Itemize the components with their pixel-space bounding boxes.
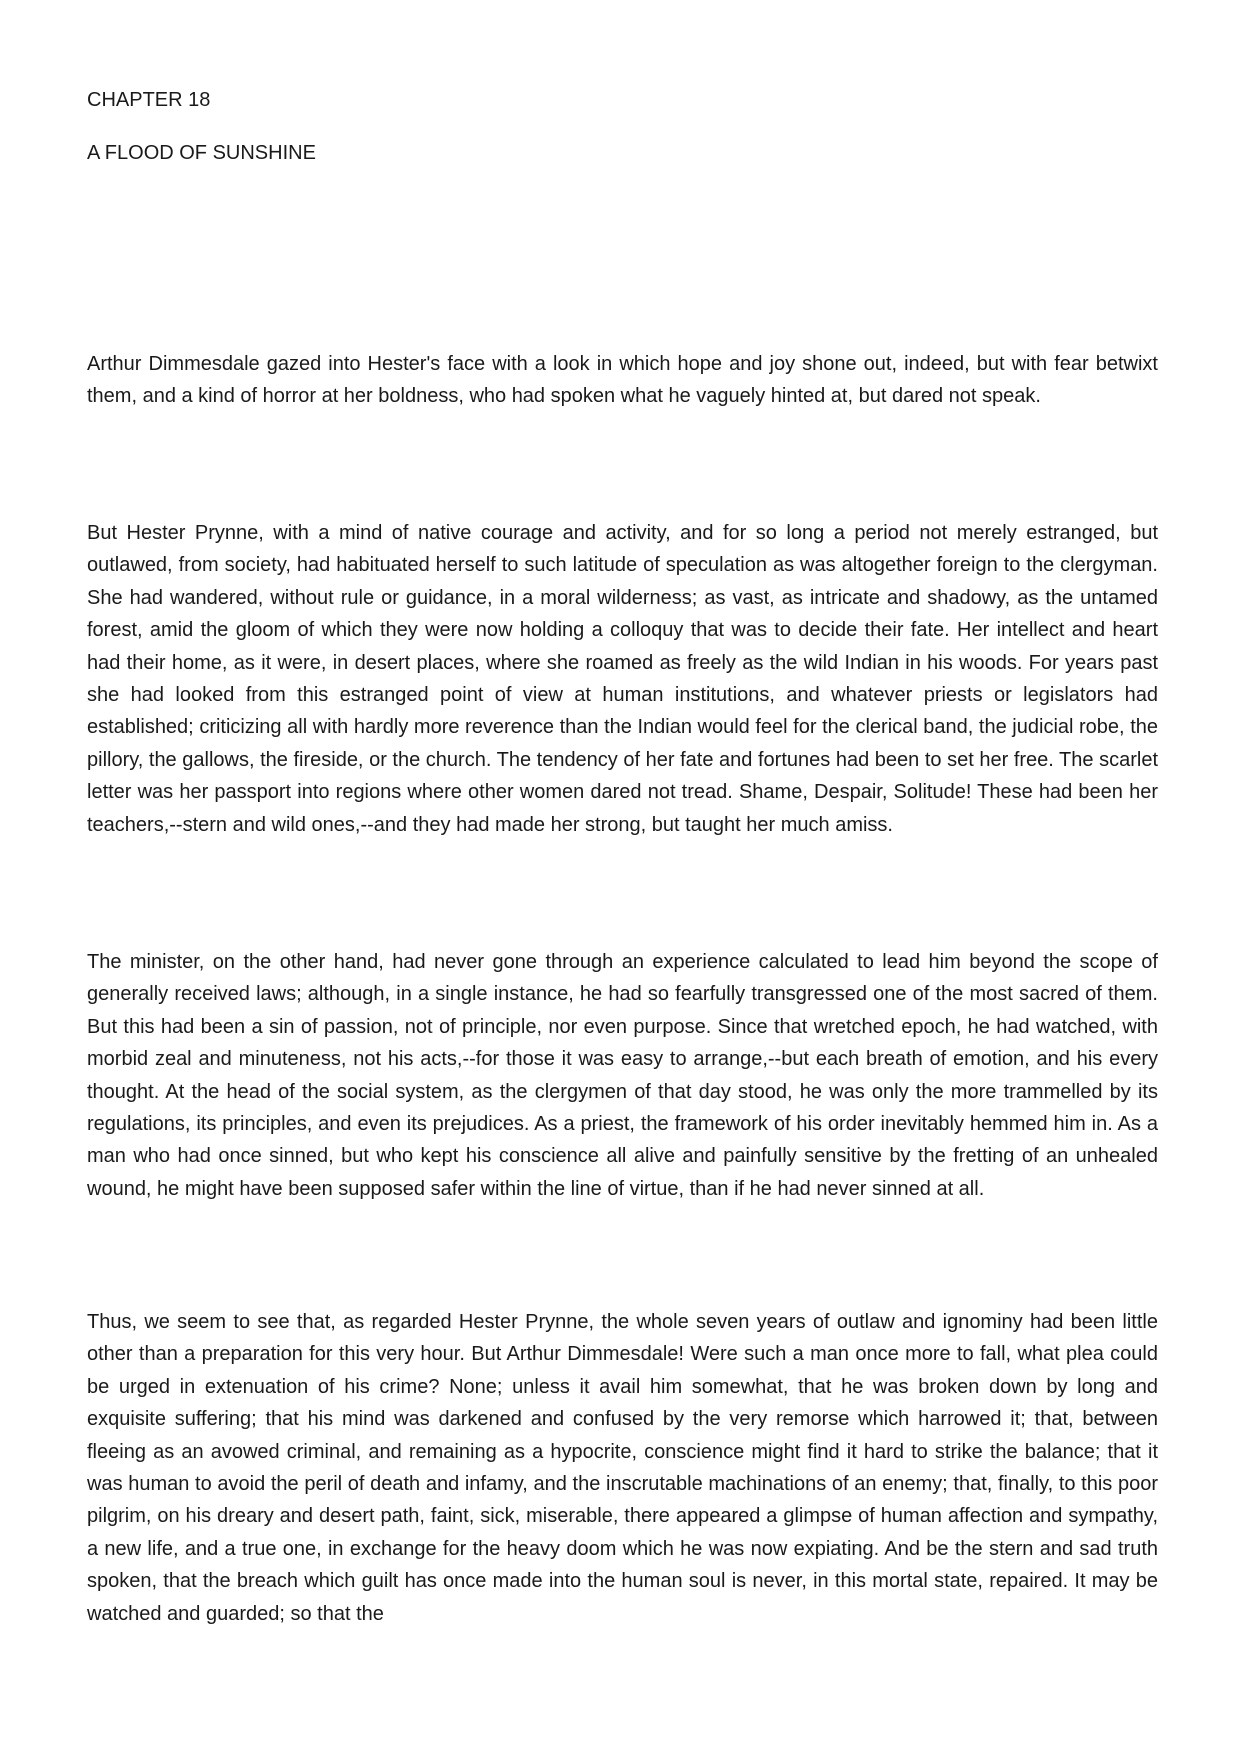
paragraph-4: Thus, we seem to see that, as regarded Hester Prynne, the whole seven years of outlaw and ignominy had been little other than a preparation for this very hour. But Arthur Dimmesdale! Were such a man once more to fall, what plea could be urged in extenuation of his crime? None; unless it avail him somewhat, that he was broken down by long and exquisite suffering; that his mind was darkened and confused by the very remorse which harrowed it; that, between fleeing as an avowed criminal, and remaining as a hypocrite, conscience might find it hard to strike the balance; that it was human to avoid the peril of death and infamy, and the inscrutable machinations of an enemy; that, finally, to this poor pilgrim, on his dreary and desert path, faint, sick, miserable, there appeared a glimpse of human affection and sympathy, a new life, and a true one, in exchange for the heavy doom which he was now expiating. And be the stern and sad truth spoken, that the breach which guilt has once made into the human soul is never, in this mortal state, repaired. It may be watched and guarded; so that the xyxy=(87,1311,1158,1625)
paragraph-2: But Hester Prynne, with a mind of native courage and activity, and for so long a period not merely estranged, but outlawed, from society, had habituated herself to such latitude of speculation as was altogether foreign to the clergyman. She had wandered, without rule or guidance, in a moral wilderness; as vast, as intricate and shadowy, as the untamed forest, amid the gloom of which they were now holding a colloquy that was to decide their fate. Her intellect and heart had their home, as it were, in desert places, where she roamed as freely as the wild Indian in his woods. For years past she had looked from this estranged point of view at human institutions, and whatever priests or legislators had established; criticizing all with hardly more reverence than the Indian would feel for the clerical band, the judicial robe, the pillory, the gallows, the fireside, or the church. The tendency of her fate and fortunes had been to set her free. The scarlet letter was her passport into regions where other women dared not tread. Shame, Despair, Solitude! These had been her teachers,--stern and wild ones,--and they had made her strong, but taught her much amiss. xyxy=(87,522,1158,836)
chapter-number: CHAPTER 18 xyxy=(87,89,211,111)
paragraph-3: The minister, on the other hand, had never gone through an experience calculated to lead him beyond the scope of generally received laws; although, in a single instance, he had so fearfully transgressed one of the most sacred of them. But this had been a sin of passion, not of principle, nor even purpose. Since that wretched epoch, he had watched, with morbid zeal and minuteness, not his acts,--for those it was easy to arrange,--but each breath of emotion, and his every thought. At the head of the social system, as the clergymen of that day stood, he was only the more trammelled by its regulations, its principles, and even its prejudices. As a priest, the framework of his order inevitably hemmed him in. As a man who had once sinned, but who kept his conscience all alive and painfully sensitive by the fretting of an unhealed wound, he might have been supposed safer within the line of virtue, than if he had never sinned at all. xyxy=(87,951,1158,1200)
paragraph-1: Arthur Dimmesdale gazed into Hester's face with a look in which hope and joy shone out, indeed, but with fear betwixt them, and a kind of horror at her boldness, who had spoken what he vaguely hinted at, but dared not speak. xyxy=(87,353,1158,408)
chapter-title: A FLOOD OF SUNSHINE xyxy=(87,142,316,164)
document-page xyxy=(87,0,1158,1755)
